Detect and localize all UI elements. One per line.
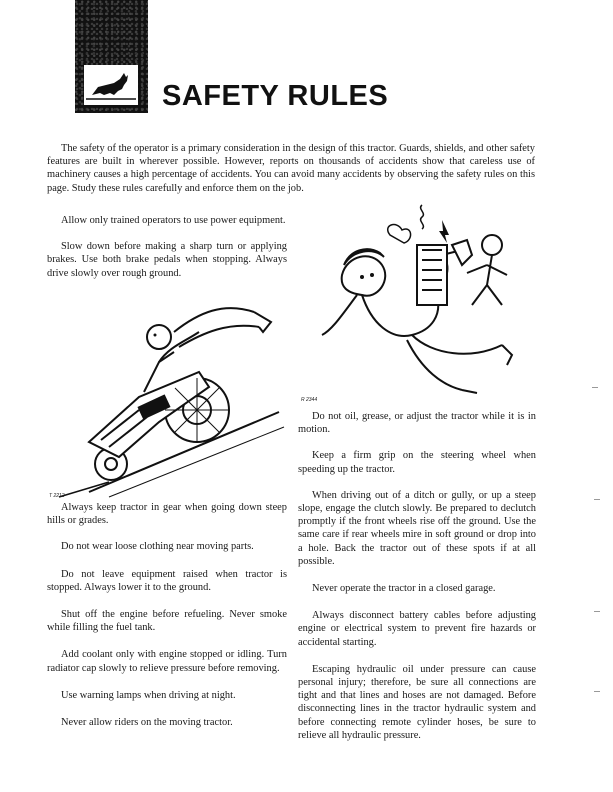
rule-coolant: Add coolant only with engine stopped or idling. Turn radiator cap slowly to relieve pressure before removing. — [47, 649, 287, 674]
margin-mark — [594, 499, 600, 500]
rule-ditch-slope: When driving out of a ditch or gully, or up a steep slope, engage the clutch slowly. Be prepared to declutch promptly if the front wheels rise off the ground. Use the same care if rear wheels mire in soft ground or drop into a hole. Back the tractor out of these spots if at all possible. — [298, 489, 536, 567]
rule-warning-lamps: Use warning lamps when driving at night. — [61, 689, 236, 701]
brand-logo-block — [75, 0, 148, 113]
rule-loose-clothing: Do not wear loose clothing near moving parts. — [61, 541, 254, 553]
rule-trained-operators: Allow only trained operators to use power equipment. — [61, 215, 286, 226]
mechanic-accident-illustration — [302, 195, 532, 400]
rule-firm-grip: Keep a firm grip on the steering wheel when speeding up the tractor. — [298, 450, 536, 475]
right-column — [298, 410, 536, 742]
rule-no-oil-motion: Do not oil, grease, or adjust the tractor while it is in motion. — [298, 411, 536, 436]
left-column-top — [47, 214, 287, 280]
margin-mark — [594, 691, 600, 692]
deer-icon — [84, 65, 138, 105]
rule-hydraulic-oil: Escaping hydraulic oil under pressure can cause personal injury; therefore, be sure all connections are tight and that lines and hoses are not damaged. Before disconnecting lines in the tractor hydraulic system and before connecting remote cylinder hoses, be sure to relieve all hydraulic pressure. — [298, 663, 536, 741]
rule-closed-garage: Never operate the tractor in a closed garage. — [312, 583, 496, 595]
rule-disconnect-battery: Always disconnect battery cables before adjusting engine or electrical system to prevent fire hazards or accidental starting. — [298, 610, 536, 648]
rule-no-riders: Never allow riders on the moving tractor. — [61, 717, 233, 729]
rule-refueling: Shut off the engine before refueling. Never smoke while filling the fuel tank. — [47, 609, 287, 634]
rule-slow-down: Slow down before making a sharp turn or applying brakes. Use both brake pedals when stopping. Always drive slowly over rough ground. — [47, 241, 287, 279]
left-column-bottom — [47, 501, 287, 729]
illustration-code-left: T 2212 — [49, 493, 65, 499]
page-title: SAFETY RULES — [162, 80, 389, 112]
intro-paragraph: The safety of the operator is a primary consideration in the design of this tractor. Guards, shields, and other safety features are built in wherever possible. However, reports on thousands of accidents show that careless use of machinery causes a high percentage of accidents. You can avoid many accidents by observing the safety rules on this page. Study these rules carefully and enforce them on the job. — [47, 143, 535, 194]
margin-mark — [594, 611, 600, 612]
margin-mark — [592, 387, 598, 388]
illustration-code-right: R 2344 — [301, 397, 318, 403]
rule-lower-equipment: Do not leave equipment raised when tractor is stopped. Always lower it to the ground. — [47, 568, 287, 593]
rule-keep-in-gear: Always keep tractor in gear when going down steep hills or grades. — [47, 502, 287, 527]
tractor-tipping-illustration — [49, 292, 287, 500]
